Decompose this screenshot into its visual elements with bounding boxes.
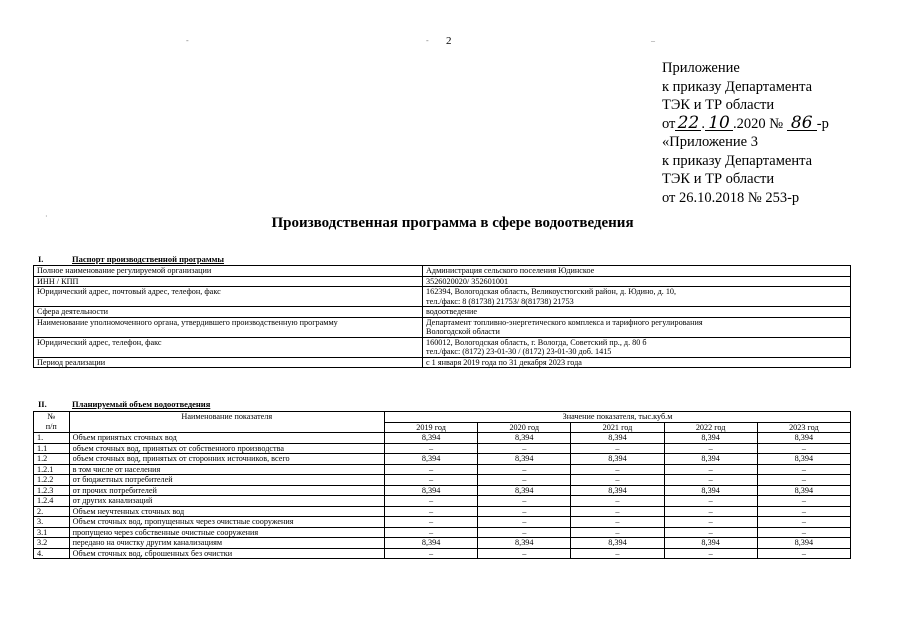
scan-speck: · [45,212,48,221]
row-value: – [571,464,664,475]
volume-row [34,548,851,559]
appendix-date-line: от 22 . 10 .2020 № 86 -р [662,112,829,133]
row-value: 8,394 [384,454,477,465]
passport-value [423,357,851,368]
passport-key: Юридический адрес, телефон, факс [34,337,423,357]
handwritten-day: 22 [675,116,701,131]
appendix-line: от 26.10.2018 № 253-р [662,189,800,206]
passport-row [34,276,851,287]
passport-value [423,266,851,277]
number-suffix: -р [816,115,829,132]
passport-row [34,287,851,307]
row-value: – [757,548,850,559]
row-value: – [664,517,757,528]
row-value: – [757,527,850,538]
row-value: – [384,506,477,517]
section-roman: II. [38,399,47,409]
row-value: – [664,464,757,475]
volume-row [34,538,851,549]
col-value-header: Значение показателя, тыс.куб.м [384,412,850,423]
appendix-line: «Приложение 3 [662,134,758,150]
passport-row [34,307,851,318]
row-number: 1. [34,433,70,444]
section-title: Паспорт производственной программы [72,254,225,264]
row-value: – [384,517,477,528]
passport-value-line: Департамент топливно-энергетического комплекса и тарифного регулирования [426,317,703,327]
year-header: 2019 год [384,422,477,433]
handwritten-number: 86 [787,116,817,131]
row-value: 8,394 [571,538,664,549]
passport-value [423,287,851,307]
row-value: 8,394 [478,433,571,444]
passport-row [34,357,851,368]
volume-row [34,506,851,517]
row-value: – [478,506,571,517]
handwritten-month: 10 [705,116,733,131]
row-value: – [384,443,477,454]
row-value: 8,394 [664,433,757,444]
appendix-line: Приложение [662,60,740,76]
scan-speck: - [426,36,429,45]
row-value: – [757,517,850,528]
row-value: 8,394 [664,538,757,549]
passport-value-line: Вологодской области [426,327,500,336]
row-value: – [478,548,571,559]
passport-value-line: Администрация сельского поселения Юдинское [426,266,595,275]
passport-value-line: 3526020020/ 352601001 [426,276,509,286]
volume-row [34,485,851,496]
row-number: 1.2.4 [34,496,70,507]
row-value: – [384,464,477,475]
passport-key: Сфера деятельности [34,307,423,318]
passport-key: Наименование уполномоченного органа, утвердившего производственную программу [34,317,423,337]
row-value: – [571,506,664,517]
row-value: – [478,527,571,538]
scan-speck: - [186,36,189,45]
row-number: 1.2 [34,454,70,465]
row-value: 8,394 [571,485,664,496]
row-value: – [571,527,664,538]
volume-row [34,517,851,528]
row-value: – [757,464,850,475]
passport-table [33,265,851,368]
passport-value-line: водоотведение [426,307,478,316]
row-value: – [571,517,664,528]
passport-row [34,337,851,357]
passport-value-line: тел./факс: (8172) 23-01-30 / (8172) 23-01-30 доб. 1415 [426,347,612,356]
appendix-line: к приказу Департамента [662,152,813,169]
row-value: – [757,443,850,454]
row-value: – [478,464,571,475]
row-value: – [757,506,850,517]
row-name: пропущено через собственные очистные сооружения [69,527,384,538]
passport-value [423,317,851,337]
row-name: Объем неучтенных сточных вод [69,506,384,517]
row-value: – [664,548,757,559]
row-name: Объем сточных вод, пропущенных через очистные сооружения [69,517,384,528]
row-value: – [478,496,571,507]
from-prefix: от [662,115,676,132]
page-number: 2 [446,35,452,47]
row-value: 8,394 [478,454,571,465]
year-header: 2021 год [571,422,664,433]
passport-value-line: 162394, Вологодская область, Великоустюгский район, д. Юдино, д. 10, [426,287,677,296]
row-value: 8,394 [757,485,850,496]
row-number: 2. [34,506,70,517]
appendix-block [662,59,829,207]
row-value: – [478,443,571,454]
row-number: 1.2.1 [34,464,70,475]
row-number: 3. [34,517,70,528]
row-name: объем сточных вод, принятых от собственного производства [69,443,384,454]
row-value: 8,394 [757,433,850,444]
passport-row [34,317,851,337]
col-num-header: № п/п [34,412,70,433]
row-name: Объем сточных вод, сброшенных без очистки [69,548,384,559]
row-value: – [571,496,664,507]
passport-key: Период реализации [34,357,423,368]
row-value: 8,394 [384,433,477,444]
passport-value [423,276,851,287]
year-header: 2022 год [664,422,757,433]
passport-key: Юридический адрес, почтовый адрес, телефон, факс [34,287,423,307]
row-value: – [571,475,664,486]
row-value: – [571,548,664,559]
row-value: 8,394 [664,454,757,465]
row-number: 3.2 [34,538,70,549]
year-header: 2023 год [757,422,850,433]
section-heading [38,254,224,264]
row-name: объем сточных вод, принятых от сторонних источников, всего [69,454,384,465]
col-name-header: Наименование показателя [69,412,384,433]
row-value: 8,394 [384,538,477,549]
volume-row [34,527,851,538]
row-number: 4. [34,548,70,559]
row-value: – [664,475,757,486]
appendix-line: ТЭК и ТР области [662,171,775,187]
document-title: Производственная программа в сфере водоотведения [271,215,634,231]
row-name: от прочих потребителей [69,485,384,496]
row-value: 8,394 [571,454,664,465]
row-name: от бюджетных потребителей [69,475,384,486]
row-value: – [478,475,571,486]
row-value: – [384,527,477,538]
row-value: – [664,506,757,517]
row-value: – [664,443,757,454]
row-name: Объем принятых сточных вод [69,433,384,444]
passport-value-line: с 1 января 2019 года по 31 декабря 2023 года [426,357,582,367]
year-header: 2020 год [478,422,571,433]
row-name: от других канализаций [69,496,384,507]
volume-row [34,433,851,444]
row-number: 1.1 [34,443,70,454]
passport-key: ИНН / КПП [34,276,423,287]
row-name: передано на очистку другим канализациям [69,538,384,549]
row-value: – [478,517,571,528]
section-roman: I. [38,254,44,264]
row-value: – [757,475,850,486]
row-value: 8,394 [478,538,571,549]
row-value: – [757,496,850,507]
volume-row [34,464,851,475]
section-title: Планируемый объем водоотведения [72,399,211,409]
row-value: 8,394 [478,485,571,496]
passport-row [34,266,851,277]
passport-value [423,307,851,318]
row-value: 8,394 [571,433,664,444]
row-value: – [384,475,477,486]
passport-value-line: 160012, Вологодская область, г. Вологда, Советский пр., д. 80 б [426,337,647,347]
row-value: – [571,443,664,454]
row-value: – [384,548,477,559]
passport-key: Полное наименование регулируемой организации [34,266,423,277]
year-part: .2020 № [733,115,784,132]
row-value: 8,394 [384,485,477,496]
passport-value [423,337,851,357]
row-value: 8,394 [664,485,757,496]
volume-row [34,443,851,454]
row-value: – [664,527,757,538]
row-number: 3.1 [34,527,70,538]
row-number: 1.2.2 [34,475,70,486]
row-value: – [384,496,477,507]
appendix-line: ТЭК и ТР области [662,97,775,113]
appendix-line: к приказу Департамента [662,78,813,95]
volume-row [34,496,851,507]
row-number: 1.2.3 [34,485,70,496]
volume-table [33,411,851,559]
row-name: в том числе от населения [69,464,384,475]
volume-row [34,475,851,486]
section-heading [38,399,210,409]
row-value: – [664,496,757,507]
row-value: 8,394 [757,454,850,465]
scan-speck: – [651,36,655,45]
row-value: 8,394 [757,538,850,549]
passport-value-line: тел./факс: 8 (81738) 21753/ 8(81738) 21753 [426,296,574,306]
volume-row [34,454,851,465]
